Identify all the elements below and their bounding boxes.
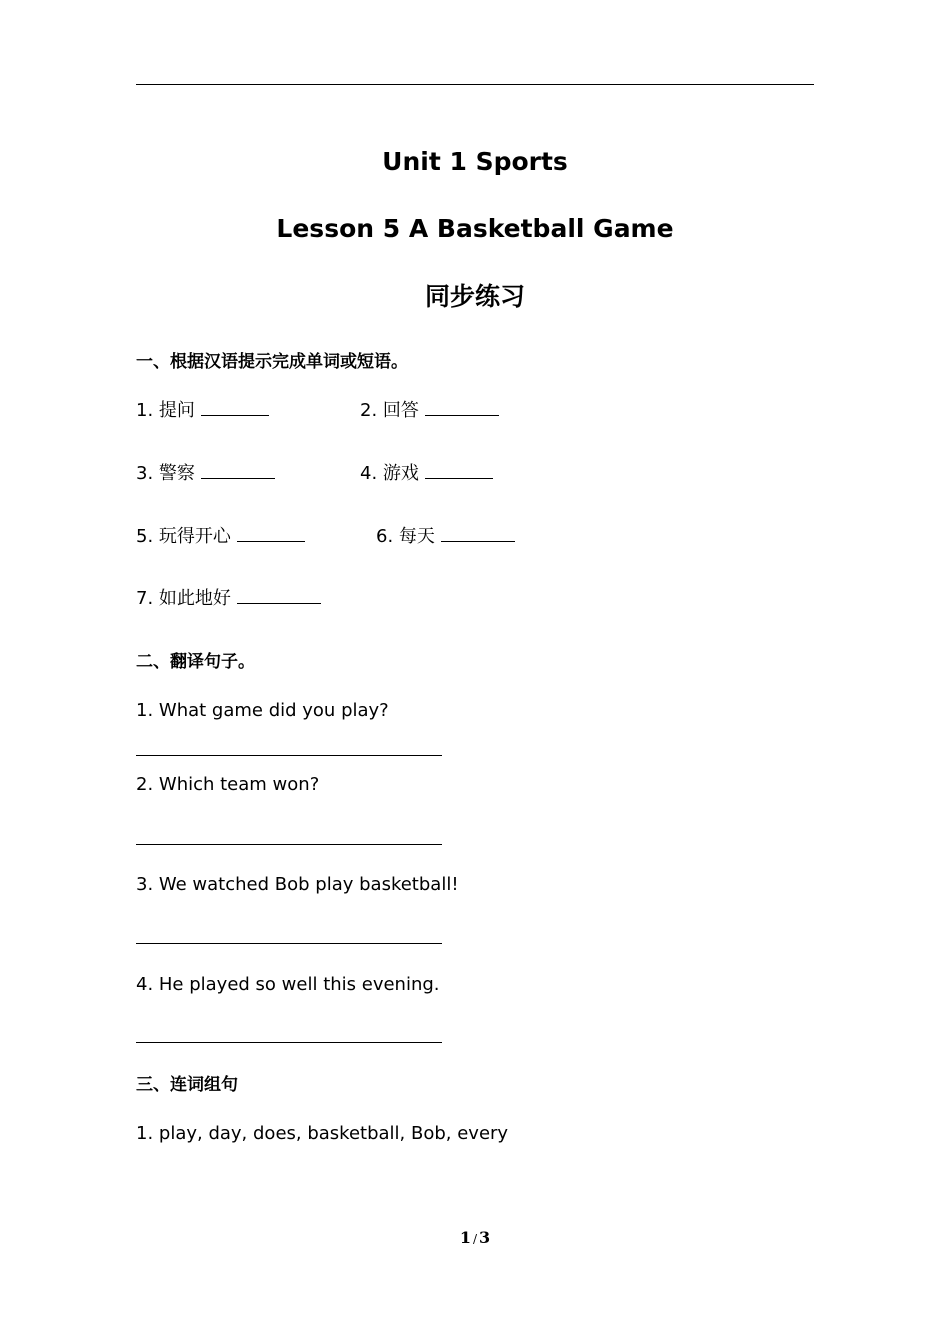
vocab-item-2 <box>360 399 499 423</box>
page-total: 3 <box>479 1228 491 1247</box>
vocab-item-3 <box>136 462 275 486</box>
vocab-item-label: 1. 提问 <box>136 400 195 421</box>
section-1-heading: 一、根据汉语提示完成单词或短语。 <box>136 352 408 372</box>
lesson-title: Lesson 5 A Basketball Game <box>276 214 674 243</box>
vocab-item-label: 5. 玩得开心 <box>136 526 231 547</box>
vocab-item-7 <box>136 587 321 611</box>
vocab-item-label: 4. 游戏 <box>360 463 419 484</box>
vocab-item-label: 7. 如此地好 <box>136 588 231 609</box>
vocab-item-label: 2. 回答 <box>360 400 419 421</box>
page-current: 1 <box>459 1228 471 1247</box>
answer-line[interactable] <box>136 943 442 944</box>
answer-blank[interactable] <box>425 478 493 479</box>
vocab-item-label: 3. 警察 <box>136 463 195 484</box>
answer-blank[interactable] <box>201 478 275 479</box>
answer-blank[interactable] <box>201 415 269 416</box>
translation-question-4: 4. He played so well this evening. <box>136 974 440 995</box>
translation-question-2: 2. Which team won? <box>136 774 320 795</box>
vocab-item-5 <box>136 525 305 549</box>
vocab-item-4 <box>360 462 493 486</box>
answer-line[interactable] <box>136 755 442 756</box>
vocab-item-1 <box>136 399 269 423</box>
translation-question-1: 1. What game did you play? <box>136 700 389 721</box>
answer-blank[interactable] <box>237 541 305 542</box>
vocab-item-6 <box>376 525 515 549</box>
unit-title: Unit 1 Sports <box>382 147 568 176</box>
page-number <box>0 1228 950 1249</box>
header-rule <box>136 84 814 85</box>
answer-blank[interactable] <box>441 541 515 542</box>
page-subtitle: 同步练习 <box>424 282 525 311</box>
answer-line[interactable] <box>136 1042 442 1043</box>
answer-line[interactable] <box>136 844 442 845</box>
answer-blank[interactable] <box>425 415 499 416</box>
section-3-heading: 三、连词组句 <box>136 1075 238 1095</box>
vocab-item-label: 6. 每天 <box>376 526 435 547</box>
translation-question-3: 3. We watched Bob play basketball! <box>136 874 459 895</box>
word-order-question-1: 1. play, day, does, basketball, Bob, every <box>136 1123 509 1144</box>
section-2-heading: 二、翻译句子。 <box>136 652 255 672</box>
answer-blank[interactable] <box>237 603 321 604</box>
page-separator: / <box>472 1232 478 1246</box>
